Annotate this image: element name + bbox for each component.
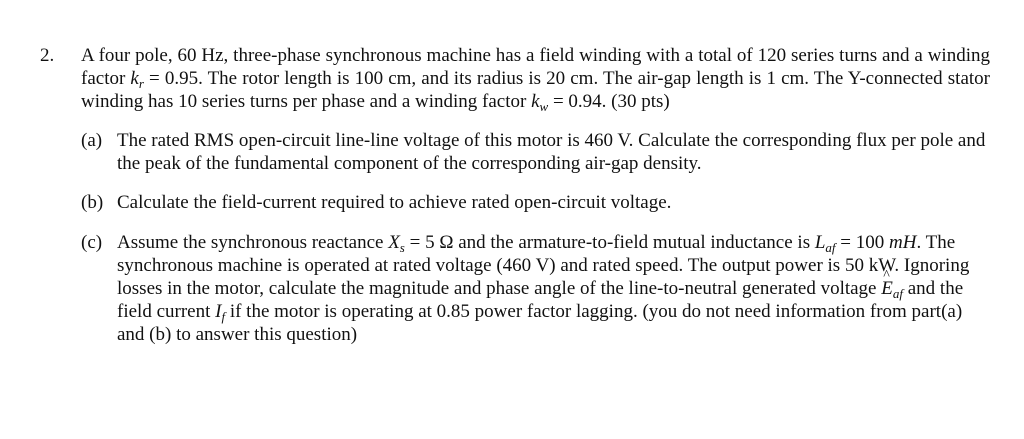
stem-text-2: = 0.95. The rotor length is 100 cm, and its radius is 20 cm. The air-gap length is 1 cm. The Y-connected stator winding has 10 series turns per phase and a winding factor <box>81 68 990 112</box>
kr-symbol: k <box>130 68 139 89</box>
part-b <box>81 191 990 214</box>
part-c-text-4: . The synchronous machine is operated at rated voltage (460 V) and rated speed. The output power is 50 kW. Ignoring losses in the motor, calculate the magnitude and phase angle of the line-to-neutral generated voltage <box>117 232 970 299</box>
if-subscript: f <box>221 309 226 324</box>
eaf-subscript: af <box>892 286 903 301</box>
if-symbol: I <box>215 301 222 322</box>
laf-symbol: L <box>814 232 826 253</box>
part-c-text-6: if the motor is operating at 0.85 power factor lagging. (you do not need information from part(a) and (b) to answer this question) <box>117 301 963 345</box>
kw-symbol: k <box>531 91 540 112</box>
part-c <box>81 231 990 346</box>
part-c-text-2: = 5 Ω and the armature-to-field mutual inductance is <box>404 232 815 253</box>
part-c-text-1: Assume the synchronous reactance <box>117 232 389 253</box>
part-c-label: (c) <box>81 232 103 253</box>
problem-2 <box>40 44 990 346</box>
problem-stem <box>81 44 990 113</box>
part-a-text: The rated RMS open-circuit line-line voltage of this motor is 460 V. Calculate the corresponding flux per pole and the peak of the fundamental component of the corresponding air-gap density. <box>117 130 986 174</box>
stem-text-3: = 0.94. (30 pts) <box>548 91 670 112</box>
eaf-symbol: ^ E <box>881 277 893 300</box>
kr-subscript: r <box>138 76 144 91</box>
part-a <box>81 129 990 175</box>
laf-subscript: af <box>825 240 836 255</box>
kw-subscript: w <box>539 99 549 114</box>
xs-symbol: X <box>388 232 400 253</box>
stem-text-1: A four pole, 60 Hz, three-phase synchronous machine has a field winding with a total of 120 series turns and a winding factor <box>81 45 990 89</box>
mh-unit: mH <box>889 232 917 253</box>
part-c-text-3: = 100 <box>835 232 890 253</box>
problem-number: 2. <box>40 45 55 66</box>
part-b-text: Calculate the field-current required to achieve rated open-circuit voltage. <box>117 192 672 213</box>
part-c-text <box>117 231 990 346</box>
xs-subscript: s <box>399 240 405 255</box>
part-a-label: (a) <box>81 130 103 151</box>
part-b-label: (b) <box>81 192 104 213</box>
part-c-text-5: and the field current <box>117 278 964 322</box>
